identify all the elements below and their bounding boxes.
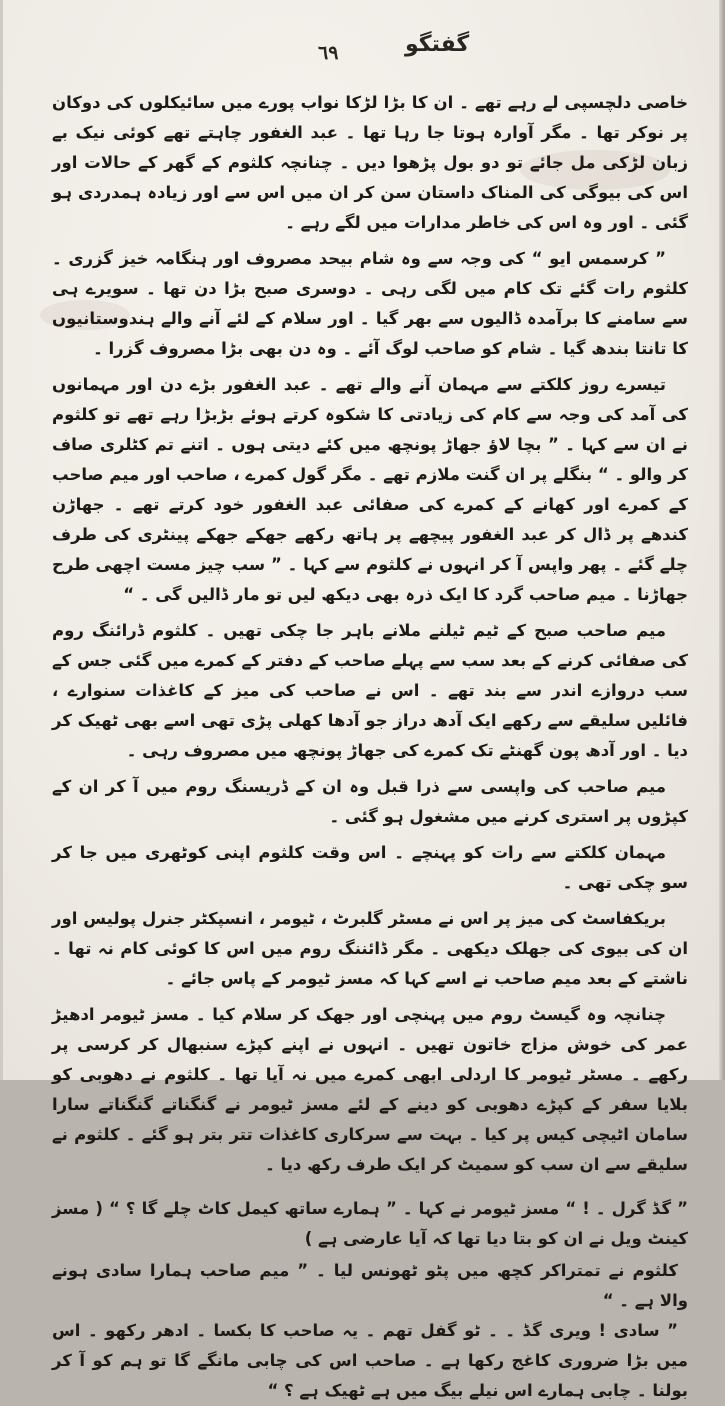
body-text: [52, 88, 688, 1400]
running-title: گفتگو: [405, 32, 470, 57]
paragraph: چنانچہ وہ گیسٹ روم میں پہنچی اور جھک کر سلام کیا ۔ مسز ٹیومر ادھیڑ عمر کی خوش مزاج خاتون تھیں ۔ انہوں نے اپنے کپڑے سنبھال کر کرسی پر رکھے ۔ مسٹر ٹیومر کا اردلی ابھی کمرے میں نہ آیا تھا ۔ کلثوم نے دھوبی کو بلایا سفر کے کپڑے دھوبی کو دینے کے لئے مسز ٹیومر نے گنگناتے گنگناتے سارا سامان اٹیچی کیس پر کیا ۔ بہت سے سرکاری کاغذات تتر بتر ہو گئے ۔ کلثوم نے سلیقے سے ان سب کو سمیٹ کر ایک طرف رکھ دیا ۔: [52, 1005, 688, 1174]
page-header: [0, 26, 725, 76]
paragraph: مہمان کلکتے سے رات کو پہنچے ۔ اس وقت کلثوم اپنی کوٹھری میں جا کر سو چکی تھی ۔: [52, 843, 688, 892]
paragraph: بریکفاسٹ کی میز پر اس نے مسٹر گلبرٹ ، ٹیومر ، انسپکٹر جنرل پولیس اور ان کی بیوی کی جھلک دیکھی ۔ مگر ڈائننگ روم میں اس کا کوئی کام نہ تھا ۔ ناشتے کے بعد میم صاحب نے اسے کہا کہ مسز ٹیومر کے پاس جائے ۔: [52, 909, 688, 988]
scan-edge-right: [719, 0, 725, 1080]
paragraph: خاصی دلچسپی لے رہے تھے ۔ ان کا بڑا لڑکا نواب پورے میں سائیکلوں کی دوکان پر نوکر تھا ۔ مگر آوارہ ہوتا جا رہا تھا ۔ عبد الغفور چاہتے تھے کوئی نیک بے زبان لڑکی مل جائے تو دو بول پڑھوا دیں ۔ چنانچہ کلثوم کے گھر کے حالات اور اس کی بیوگی کی المناک داستان سن کر ان میں اس سے اور زیادہ ہمدردی ہو گئی ۔ اور وہ اس کی خاطر مدارات میں لگے رہے ۔: [52, 93, 688, 232]
scan-edge-left: [0, 0, 3, 1080]
paragraph: تیسرے روز کلکتے سے مہمان آنے والے تھے ۔ عبد الغفور بڑے دن اور مہمانوں کی آمد کی وجہ سے کام کی زیادتی کا شکوہ کرتے ہوئے بڑبڑا رہے تھے تو کلثوم نے ان سے کہا ۔ ” بچا لاؤ جھاڑ پونچھ میں کئے دیتی ہوں ۔ اتنے تم کٹلری صاف کر والو ۔ “ بنگلے پر ان گنت ملازم تھے ۔ مگر گول کمرے ، صاحب اور میم صاحب کے کمرے اور کھانے کے کمرے کی صفائی عبد الغفور خود کرتے تھے ۔ جھاڑن کندھے پر ڈال کر عبد الغفور پیچھے پر ہاتھ رکھے جھکے جھکے پینٹری کی طرف چلے گئے ۔ پھر واپس آ کر انہوں نے کلثوم سے کہا ۔ ” سب چیز مست اچھی طرح جھاڑنا ۔ میم صاحب گرد کا ایک ذرہ بھی دیکھ لیں تو مار ڈالیں گی ۔ “: [52, 375, 688, 604]
page-number: ٦٩: [318, 42, 339, 64]
paragraph: میم صاحب کی واپسی سے ذرا قبل وہ ان کے ڈریسنگ روم میں آ کر ان کے کپڑوں پر استری کرنے میں مشغول ہو گئی ۔: [52, 777, 688, 826]
dialogue-line: ” گڈ گرل ۔ ! “ مسز ٹیومر نے کہا ۔ ” ہمارے ساتھ کیمل کاٹ چلے گا ؟ “ ( مسز کینٹ ویل نے ان کو بتا دیا تھا کہ آیا عارضی ہے ): [52, 1199, 688, 1248]
paragraph: میم صاحب صبح کے ٹیم ٹیلنے ملانے باہر جا چکی تھیں ۔ کلثوم ڈرائنگ روم کی صفائی کرنے کے بعد سب سے پہلے صاحب کے دفتر کے کمرے میں گئی جس کے سب دروازے اندر سے بند تھے ۔ اس نے صاحب کی میز کے کاغذات سنوارے ، فائلیں سلیقے سے رکھے ایک آدھ دراز جو آدھا کھلی پڑی تھی اسے بھی ٹھیک کر دیا ۔ اور آدھ پون گھنٹے تک کمرے کی جھاڑ پونچھ میں مصروف رہی ۔: [52, 621, 688, 760]
dialogue-line: ” سادی ! ویری گڈ ۔ ۔ ٹو گفل تھم ۔ یہ صاحب کا بکسا ۔ ادھر رکھو ۔ اس میں بڑا ضروری کاغج رکھا ہے ۔ صاحب اس کی چابی مانگے گا تو ہم کو آ کر بولنا ۔ چابی ہمارے اس نیلے بیگ میں ہے ٹھیک ہے ؟ “: [52, 1321, 688, 1400]
paragraph: ” کرسمس ایو “ کی وجہ سے وہ شام بیحد مصروف اور ہنگامہ خیز گزری ۔ کلثوم رات گئے تک کام میں لگی رہی ۔ دوسری صبح بڑا دن تھا ۔ سویرے ہی سے سامنے کا برآمدہ ڈالیوں سے بھر گیا ۔ اور سلام کے لئے آنے والے ہندوستانیوں کا تانتا بندھ گیا ۔ شام کو صاحب لوگ آئے ۔ وہ دن بھی بڑا مصروف گزرا ۔: [52, 249, 688, 358]
dialogue-line: کلثوم نے تمتراکر کچھ میں پٹو ٹھونس لیا ۔ ” میم صاحب ہمارا سادی ہونے والا ہے ۔ “: [52, 1261, 688, 1310]
